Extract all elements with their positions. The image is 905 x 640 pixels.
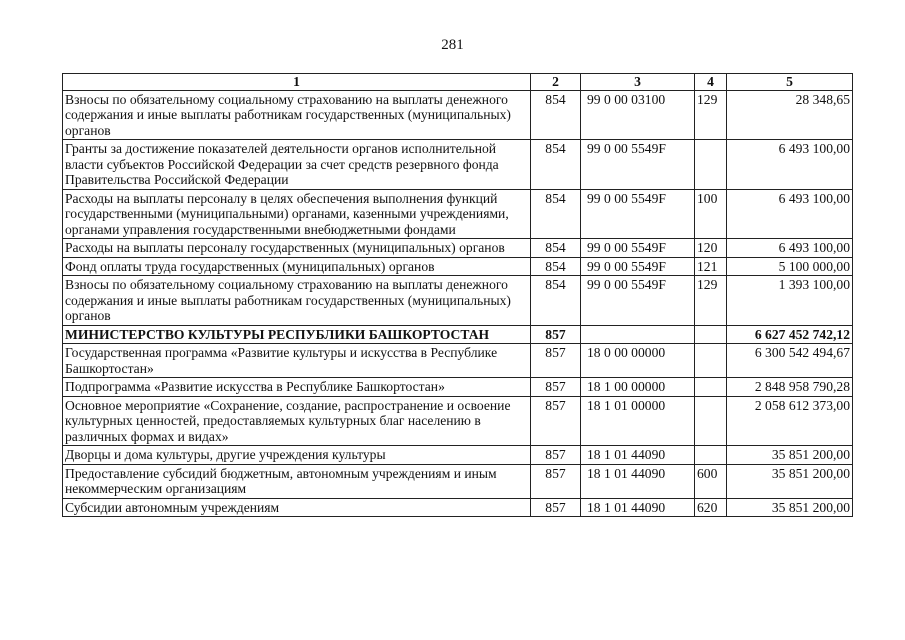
row-target-cell: 99 0 00 03100 <box>581 90 695 140</box>
row-amount-cell: 6 627 452 742,12 <box>727 325 853 344</box>
row-amount-cell: 28 348,65 <box>727 90 853 140</box>
table-row <box>63 276 853 326</box>
row-type-cell: 129 <box>695 276 727 326</box>
column-header-name: 1 <box>63 74 531 91</box>
row-name-cell: Государственная программа «Развитие культуры и искусства в Республике Башкортостан» <box>63 344 531 378</box>
row-name-cell: Субсидии автономным учреждениям <box>63 498 531 517</box>
column-header-target: 3 <box>581 74 695 91</box>
table-row <box>63 140 853 190</box>
row-amount-cell: 35 851 200,00 <box>727 498 853 517</box>
row-target-cell: 18 1 01 44090 <box>581 446 695 465</box>
row-name-cell: Фонд оплаты труда государственных (муниципальных) органов <box>63 257 531 276</box>
row-amount-cell: 6 300 542 494,67 <box>727 344 853 378</box>
row-target-cell: 99 0 00 5549F <box>581 189 695 239</box>
table-row <box>63 325 853 344</box>
table-row <box>63 378 853 397</box>
row-target-cell: 99 0 00 5549F <box>581 140 695 190</box>
row-type-cell <box>695 446 727 465</box>
row-type-cell: 620 <box>695 498 727 517</box>
row-amount-cell: 5 100 000,00 <box>727 257 853 276</box>
row-code-cell: 857 <box>531 325 581 344</box>
row-amount-cell: 2 848 958 790,28 <box>727 378 853 397</box>
row-target-cell: 99 0 00 5549F <box>581 239 695 258</box>
row-target-cell: 18 1 01 44090 <box>581 498 695 517</box>
row-target-cell: 18 1 01 44090 <box>581 464 695 498</box>
table-row <box>63 90 853 140</box>
row-code-cell: 857 <box>531 498 581 517</box>
row-target-cell: 99 0 00 5549F <box>581 276 695 326</box>
row-name-cell: Расходы на выплаты персоналу государственных (муниципальных) органов <box>63 239 531 258</box>
row-code-cell: 857 <box>531 378 581 397</box>
column-header-amount: 5 <box>727 74 853 91</box>
row-type-cell <box>695 396 727 446</box>
budget-table <box>62 73 853 517</box>
row-target-cell: 18 1 00 00000 <box>581 378 695 397</box>
row-amount-cell: 35 851 200,00 <box>727 464 853 498</box>
row-name-cell: Дворцы и дома культуры, другие учреждения культуры <box>63 446 531 465</box>
row-type-cell: 600 <box>695 464 727 498</box>
row-code-cell: 854 <box>531 276 581 326</box>
row-type-cell <box>695 344 727 378</box>
column-header-code: 2 <box>531 74 581 91</box>
row-code-cell: 854 <box>531 239 581 258</box>
row-target-cell: 18 0 00 00000 <box>581 344 695 378</box>
row-target-cell <box>581 325 695 344</box>
row-code-cell: 857 <box>531 464 581 498</box>
row-type-cell <box>695 325 727 344</box>
table-row <box>63 446 853 465</box>
row-amount-cell: 2 058 612 373,00 <box>727 396 853 446</box>
row-code-cell: 854 <box>531 140 581 190</box>
row-code-cell: 857 <box>531 396 581 446</box>
row-code-cell: 854 <box>531 189 581 239</box>
table-row <box>63 396 853 446</box>
row-target-cell: 18 1 01 00000 <box>581 396 695 446</box>
page-number: 281 <box>441 37 464 53</box>
row-name-cell: Гранты за достижение показателей деятельности органов исполнительной власти субъектов Российской Федерации за счет средств резервного фонда Правительства Российской Федерации <box>63 140 531 190</box>
row-type-cell <box>695 378 727 397</box>
row-type-cell <box>695 140 727 190</box>
row-amount-cell: 6 493 100,00 <box>727 239 853 258</box>
row-name-cell: Расходы на выплаты персоналу в целях обеспечения выполнения функций государственными (муниципальными) органами, казенными учреждениями, органами управления государственными внебюджетными фондами <box>63 189 531 239</box>
row-type-cell: 100 <box>695 189 727 239</box>
row-name-cell: Взносы по обязательному социальному страхованию на выплаты денежного содержания и иные выплаты работникам государственных (муниципальных) органов <box>63 276 531 326</box>
row-type-cell: 129 <box>695 90 727 140</box>
table-row <box>63 189 853 239</box>
row-code-cell: 854 <box>531 257 581 276</box>
row-amount-cell: 6 493 100,00 <box>727 189 853 239</box>
row-name-cell: Подпрограмма «Развитие искусства в Республике Башкортостан» <box>63 378 531 397</box>
table-row <box>63 498 853 517</box>
row-name-cell: Предоставление субсидий бюджетным, автономным учреждениям и иным некоммерческим организациям <box>63 464 531 498</box>
row-code-cell: 857 <box>531 344 581 378</box>
row-type-cell: 121 <box>695 257 727 276</box>
row-amount-cell: 6 493 100,00 <box>727 140 853 190</box>
row-code-cell: 854 <box>531 90 581 140</box>
row-code-cell: 857 <box>531 446 581 465</box>
row-amount-cell: 35 851 200,00 <box>727 446 853 465</box>
row-name-cell: Основное мероприятие «Сохранение, создание, распространение и освоение культурных ценностей, предоставляемых культурных благ населению в различных формах и видах» <box>63 396 531 446</box>
row-name-cell: Взносы по обязательному социальному страхованию на выплаты денежного содержания и иные выплаты работникам государственных (муниципальных) органов <box>63 90 531 140</box>
table-row <box>63 239 853 258</box>
row-type-cell: 120 <box>695 239 727 258</box>
row-target-cell: 99 0 00 5549F <box>581 257 695 276</box>
table-row <box>63 257 853 276</box>
table-row <box>63 464 853 498</box>
table-header-row <box>63 74 853 91</box>
column-header-type: 4 <box>695 74 727 91</box>
row-name-cell: МИНИСТЕРСТВО КУЛЬТУРЫ РЕСПУБЛИКИ БАШКОРТОСТАН <box>63 325 531 344</box>
row-amount-cell: 1 393 100,00 <box>727 276 853 326</box>
table-row <box>63 344 853 378</box>
